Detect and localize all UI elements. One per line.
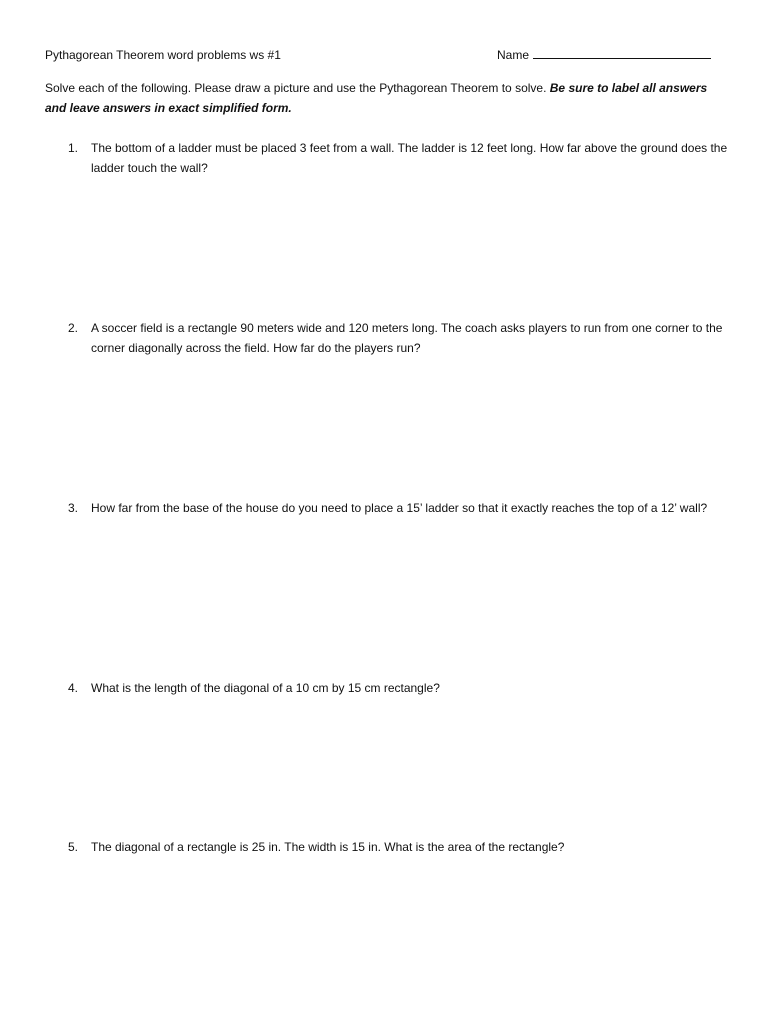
instructions-emphasis: Be sure to label all answers and leave answers in exact simplified form.	[45, 81, 708, 115]
instructions-text: Solve each of the following. Please draw a picture and use the Pythagorean Theorem to solve.	[45, 81, 547, 95]
problem-number: 5.	[68, 840, 79, 854]
problem-text: How far from the base of the house do you need to place a 15’ ladder so that it exactly reaches the top of a 12’ wall?	[91, 501, 708, 515]
problem-1	[68, 138, 728, 178]
name-label: Name	[497, 48, 530, 62]
problem-2	[68, 318, 728, 358]
problem-text: The bottom of a ladder must be placed 3 feet from a wall. The ladder is 12 feet long. How far above the ground does the ladder touch the wall?	[91, 141, 728, 175]
problem-text: The diagonal of a rectangle is 25 in. The width is 15 in. What is the area of the rectangle?	[91, 840, 565, 854]
name-blank-line	[533, 46, 711, 59]
instructions	[45, 78, 725, 118]
problem-text: A soccer field is a rectangle 90 meters wide and 120 meters long. The coach asks players to run from one corner to the corner diagonally across the field. How far do the players run?	[91, 321, 723, 355]
name-field	[497, 45, 711, 65]
problem-number: 2.	[68, 321, 79, 335]
problem-number: 4.	[68, 681, 79, 695]
problem-text: What is the length of the diagonal of a 10 cm by 15 cm rectangle?	[91, 681, 440, 695]
problem-4	[68, 678, 728, 698]
worksheet-title: Pythagorean Theorem word problems ws #1	[45, 48, 281, 62]
problem-number: 1.	[68, 141, 79, 155]
problem-number: 3.	[68, 501, 79, 515]
problem-3	[68, 498, 728, 518]
problem-5	[68, 837, 728, 857]
